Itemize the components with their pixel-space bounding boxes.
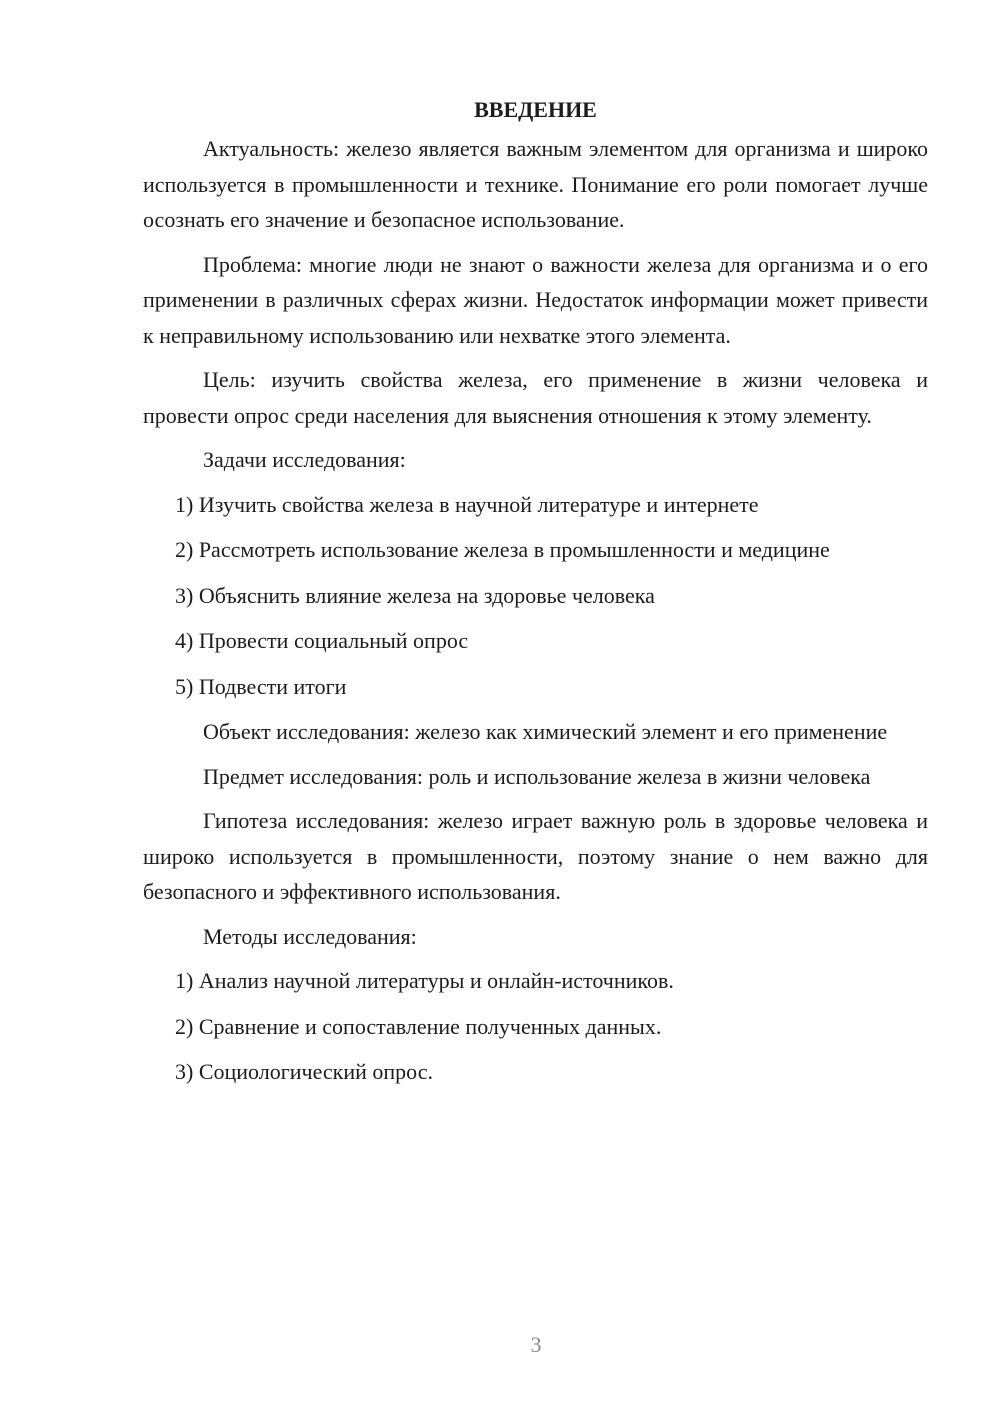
subject-paragraph: Предмет исследования: роль и использование железа в жизни человека bbox=[203, 763, 871, 789]
goal-paragraph: Цель: изучить свойства железа, его применение в жизни человека и провести опрос среди населения для выяснения отношения к этому элементу. bbox=[143, 367, 928, 428]
list-item: 1) Анализ научной литературы и онлайн-источников. bbox=[175, 968, 674, 993]
hypothesis-paragraph: Гипотеза исследования: железо играет важную роль в здоровье человека и широко используется в промышленности, поэтому знание о нем важно для безопасного и эффективного использования. bbox=[143, 808, 928, 904]
list-item: 2) Рассмотреть использование железа в промышленности и медицине bbox=[175, 537, 830, 562]
tasks-list bbox=[143, 487, 928, 705]
list-item: 5) Подвести итоги bbox=[175, 673, 347, 699]
object-paragraph: Объект исследования: железо как химический элемент и его применение bbox=[203, 719, 888, 744]
page-number-footer bbox=[0, 1332, 1000, 1358]
list-item: 3) Социологический опрос. bbox=[175, 1059, 433, 1084]
methods-list bbox=[143, 963, 928, 1090]
methods-label: Методы исследования: bbox=[203, 923, 417, 949]
list-item: 3) Объяснить влияние железа на здоровье человека bbox=[175, 582, 655, 608]
tasks-label: Задачи исследования: bbox=[203, 447, 406, 472]
problem-paragraph: Проблема: многие люди не знают о важности железа для организма и о его применении в различных сферах жизни. Недостаток информации может привести к неправильному использованию или нехватке этого элемента. bbox=[143, 251, 928, 348]
list-item: 2) Сравнение и сопоставление полученных данных. bbox=[175, 1013, 662, 1039]
list-item: 1) Изучить свойства железа в научной литературе и интернете bbox=[175, 491, 759, 517]
page-content bbox=[143, 92, 928, 1100]
relevance-paragraph: Актуальность: железо является важным элементом для организма и широко используется в промышленности и технике. Понимание его роли помогает лучше осознать его значение и безопасное использование. bbox=[143, 136, 928, 232]
page-number: 3 bbox=[530, 1332, 542, 1357]
section-heading: ВВЕДЕНИЕ bbox=[474, 97, 597, 122]
list-item: 4) Провести социальный опрос bbox=[175, 628, 469, 653]
